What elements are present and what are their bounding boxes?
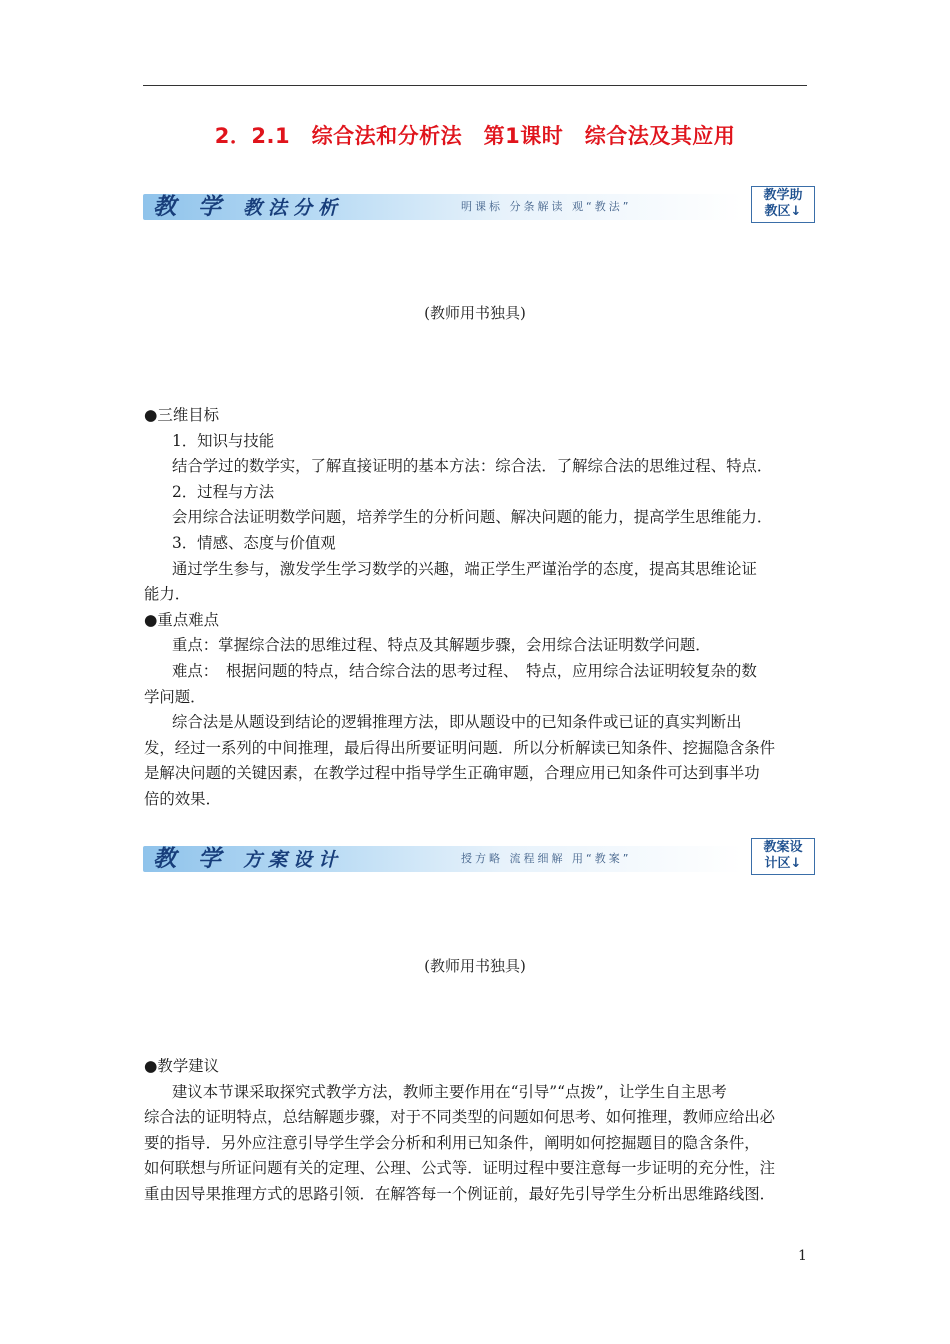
banner-heading-main: 教 学 [153,845,229,872]
banner-slogan: 明课标 分条解读 观“教法” [461,200,632,213]
document-title: 2．2.1 综合法和分析法 第1课时 综合法及其应用 [214,124,736,148]
difficulty-line1: 难点： 根据问题的特点，结合综合法的思考过程、 特点，应用综合法证明较复杂的数 [172,661,757,680]
paragraph-line4: 倍的效果． [144,789,221,808]
paragraph-line3: 是解决问题的关键因素，在教学过程中指导学生正确审题，合理应用已知条件可达到事半功 [144,764,760,783]
section-goals [144,403,812,813]
goal3-text-line1: 通过学生参与，激发学生学习数学的兴趣，端正学生严谨治学的态度，提高其思维论证 [172,559,757,578]
banner-teaching-analysis [143,186,815,226]
suggestion-line4: 如何联想与所证问题有关的定理、公理、公式等．证明过程中要注意每一步证明的充分性，注 [144,1159,776,1178]
goal1-title: 1．知识与技能 [172,431,275,450]
goal2-title: 2．过程与方法 [172,482,275,501]
banner-heading-sub: 教法分析 [243,197,344,219]
heading-goals: ●三维目标 [144,406,219,424]
banner-tag [751,186,815,223]
top-rule [143,85,807,86]
goal1-text: 结合学过的数学实，了解直接证明的基本方法：综合法．了解综合法的思维过程、特点． [172,457,773,476]
teacher-note: (教师用书独具) [424,304,526,322]
banner-tag-line2: 计区↓ [764,856,802,871]
goal3-text-line2: 能力． [144,585,191,604]
banner-tag-line1: 教案设 [763,840,803,855]
goal2-text: 会用综合法证明数学问题，培养学生的分析问题、解决问题的能力，提高学生思维能力． [172,508,773,527]
banner-tag-line1: 教学助 [763,188,803,203]
banner-tag-line2: 教区↓ [764,204,802,219]
difficulty-line2: 学问题． [144,687,206,706]
teacher-note: (教师用书独具) [424,957,526,975]
suggestion-line3: 要的指导．另外应注意引导学生学会分析和利用已知条件，阐明如何挖掘题目的隐含条件， [144,1133,760,1152]
suggestion-line5: 重由因导果推理方式的思路引领．在解答每一个例证前，最好先引导学生分析出思维路线图． [144,1184,776,1203]
banner-heading [153,188,343,221]
banner-slogan: 授方略 流程细解 用“教案” [461,852,632,865]
banner-heading-sub: 方案设计 [243,849,344,871]
suggestion-line2: 综合法的证明特点，总结解题步骤，对于不同类型的问题如何思考、如何推理，教师应给出必 [144,1108,776,1127]
page-number: 1 [798,1248,807,1264]
section-suggestions [144,1054,812,1208]
banner-tag [751,838,815,875]
heading-key-points: ●重点难点 [144,610,219,629]
banner-heading [153,840,343,873]
suggestion-line1: 建议本节课采取探究式教学方法，教师主要作用在“引导”“点拨”，让学生自主思考 [172,1082,727,1101]
goal3-title: 3．情感、态度与价值观 [172,533,336,552]
paragraph-line2: 发，经过一系列的中间推理，最后得出所要证明问题．所以分析解读已知条件、挖掘隐含条件 [144,738,776,757]
key-point-text: 重点：掌握综合法的思维过程、特点及其解题步骤，会用综合法证明数学问题． [172,636,711,655]
banner-heading-main: 教 学 [153,193,229,220]
heading-suggestions: ●教学建议 [144,1057,219,1075]
paragraph-line1: 综合法是从题设到结论的逻辑推理方法，即从题设中的已知条件或已证的真实判断出 [172,713,742,732]
banner-teaching-plan [143,838,815,878]
